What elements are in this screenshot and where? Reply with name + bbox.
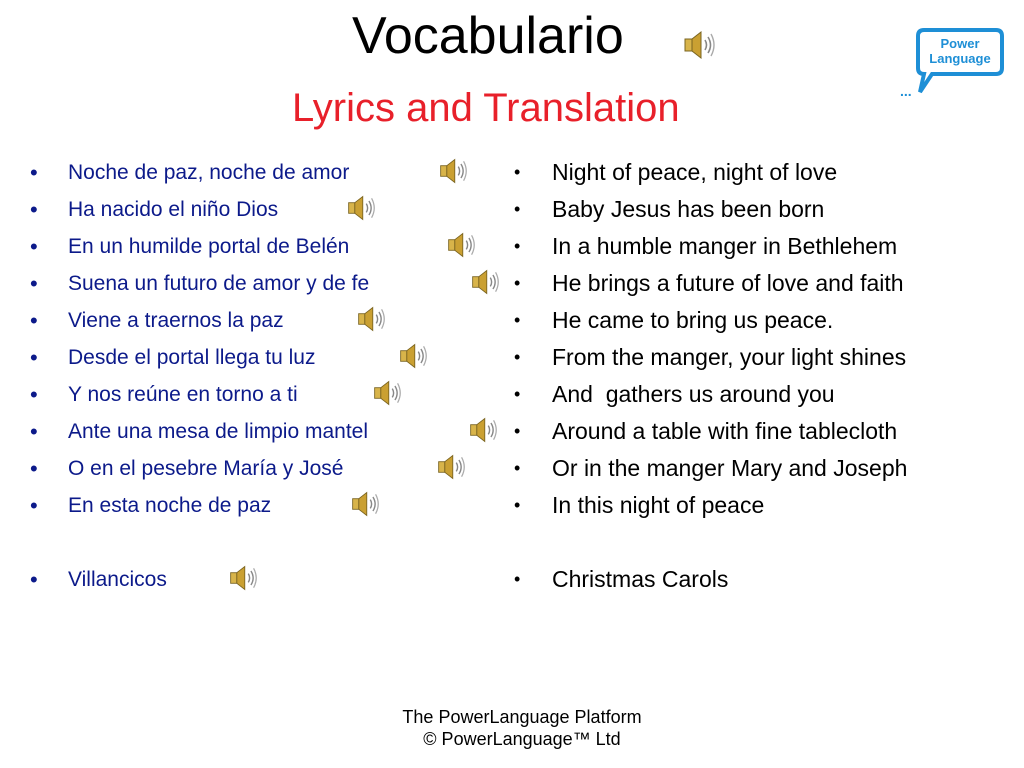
svg-text:Power: Power xyxy=(940,36,980,51)
speaker-icon xyxy=(470,267,500,297)
lyric-english: He came to bring us peace. xyxy=(552,307,834,333)
bullet: • xyxy=(514,199,521,219)
lyric-spanish: Ante una mesa de limpio mantel xyxy=(68,419,368,443)
svg-text:Language: Language xyxy=(929,51,991,66)
lyric-english: He brings a future of love and faith xyxy=(552,270,904,296)
list-item xyxy=(514,450,1004,487)
bullet: • xyxy=(514,273,521,293)
audio-button[interactable] xyxy=(468,415,498,445)
audio-button[interactable] xyxy=(470,267,500,297)
speaker-icon xyxy=(372,378,402,408)
english-translation-list xyxy=(514,154,1004,598)
audio-button[interactable] xyxy=(350,489,380,519)
lyric-spanish: Villancicos xyxy=(68,567,167,591)
page-title: Vocabulario xyxy=(352,7,624,65)
audio-button[interactable] xyxy=(398,341,428,371)
list-item xyxy=(514,339,1004,376)
list-item xyxy=(514,376,1004,413)
bullet: • xyxy=(30,307,38,333)
lyric-spanish: Desde el portal llega tu luz xyxy=(68,345,316,369)
list-item xyxy=(30,265,500,302)
lyric-english: Around a table with fine tablecloth xyxy=(552,418,898,444)
lyric-english: Night of peace, night of love xyxy=(552,159,838,185)
bullet: • xyxy=(514,495,521,515)
audio-button[interactable] xyxy=(436,452,466,482)
lyric-spanish: Viene a traernos la paz xyxy=(68,308,284,332)
bullet: • xyxy=(30,492,38,518)
list-item xyxy=(30,228,500,265)
list-item xyxy=(514,228,1004,265)
bullet: • xyxy=(30,344,38,370)
bullet: • xyxy=(30,196,38,222)
bullet: • xyxy=(514,421,521,441)
lyric-spanish: O en el pesebre María y José xyxy=(68,456,344,480)
list-item xyxy=(30,561,500,598)
speaker-icon xyxy=(398,341,428,371)
audio-button[interactable] xyxy=(372,378,402,408)
bullet: • xyxy=(30,159,38,185)
bullet: • xyxy=(514,347,521,367)
footer xyxy=(0,706,1024,750)
list-item xyxy=(514,154,1004,191)
audio-button[interactable] xyxy=(346,193,376,223)
lyric-english: From the manger, your light shines xyxy=(552,344,907,370)
spanish-lyrics-list xyxy=(30,154,500,598)
lyric-spanish: Y nos reúne en torno a ti xyxy=(68,382,298,406)
list-item xyxy=(30,487,500,524)
list-item xyxy=(514,265,1004,302)
speaker-icon xyxy=(356,304,386,334)
list-item xyxy=(30,154,500,191)
speaker-icon xyxy=(682,28,716,62)
list-item xyxy=(514,302,1004,339)
list-item xyxy=(514,487,1004,524)
bullet: • xyxy=(514,569,521,589)
list-item xyxy=(514,561,1004,598)
bullet: • xyxy=(30,270,38,296)
bullet: • xyxy=(514,458,521,478)
lyric-spanish: Suena un futuro de amor y de fe xyxy=(68,271,370,295)
lyric-spanish: Noche de paz, noche de amor xyxy=(68,160,350,184)
lyric-spanish: Ha nacido el niño Dios xyxy=(68,197,279,221)
list-item xyxy=(30,302,500,339)
speaker-icon xyxy=(350,489,380,519)
list-item xyxy=(514,191,1004,228)
bullet: • xyxy=(514,162,521,182)
speaker-icon xyxy=(228,563,258,593)
audio-button[interactable] xyxy=(228,563,258,593)
speaker-icon xyxy=(346,193,376,223)
title-audio-button[interactable] xyxy=(682,28,716,62)
audio-button[interactable] xyxy=(438,156,468,186)
footer-platform: The PowerLanguage Platform xyxy=(402,707,642,727)
bullet: • xyxy=(30,566,38,592)
list-item xyxy=(514,413,1004,450)
speaker-icon xyxy=(468,415,498,445)
bullet: • xyxy=(514,310,521,330)
list-item xyxy=(30,450,500,487)
list-item xyxy=(30,339,500,376)
bullet: • xyxy=(30,233,38,259)
bullet: • xyxy=(30,381,38,407)
bullet: • xyxy=(30,418,38,444)
lyric-english: In this night of peace xyxy=(552,492,765,518)
powerlanguage-logo xyxy=(890,26,1006,100)
page-subtitle: Lyrics and Translation xyxy=(292,86,680,130)
speaker-icon xyxy=(438,156,468,186)
bullet: • xyxy=(514,384,521,404)
lyric-spanish: En un humilde portal de Belén xyxy=(68,234,350,258)
lyric-english: Or in the manger Mary and Joseph xyxy=(552,455,908,481)
lyric-english: Christmas Carols xyxy=(552,566,729,592)
svg-text:...: ... xyxy=(900,83,912,99)
speaker-icon xyxy=(446,230,476,260)
footer-copyright: © PowerLanguage™ Ltd xyxy=(423,729,621,749)
lyric-english: And gathers us around you xyxy=(552,381,835,407)
lyric-english: In a humble manger in Bethlehem xyxy=(552,233,898,259)
lyric-spanish: En esta noche de paz xyxy=(68,493,272,517)
list-item xyxy=(30,376,500,413)
audio-button[interactable] xyxy=(356,304,386,334)
lyric-english: Baby Jesus has been born xyxy=(552,196,825,222)
list-item xyxy=(30,413,500,450)
audio-button[interactable] xyxy=(446,230,476,260)
bullet: • xyxy=(514,236,521,256)
bullet: • xyxy=(30,455,38,481)
speaker-icon xyxy=(436,452,466,482)
list-item xyxy=(30,191,500,228)
